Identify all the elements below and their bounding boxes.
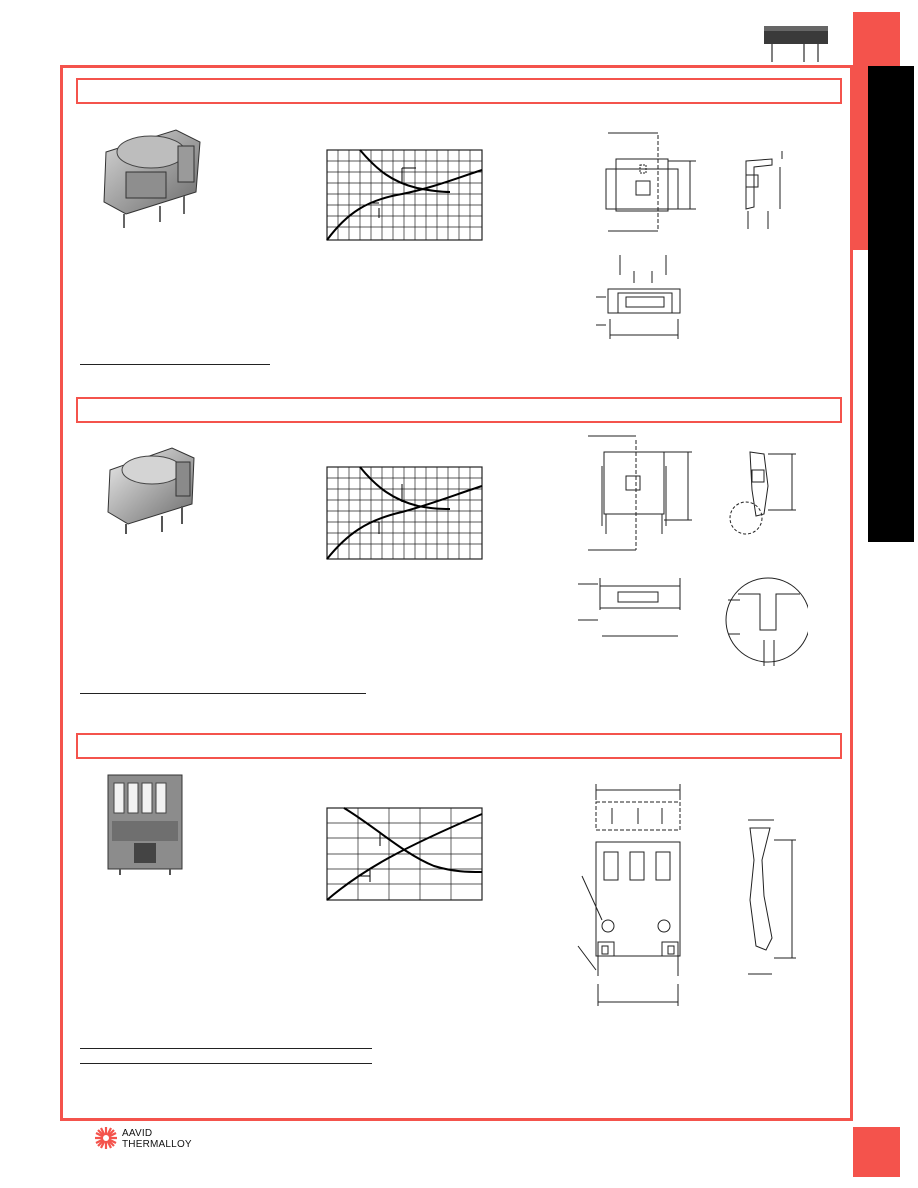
clip-product-photo-1 <box>96 122 208 232</box>
clip-product-photo-2 <box>102 440 202 536</box>
performance-graph-1 <box>322 148 487 243</box>
logo-line-2: THERMALLOY <box>122 1139 192 1150</box>
sunburst-logo-icon <box>94 1126 118 1150</box>
section-3-rule-a <box>80 1048 372 1049</box>
dimension-drawing-2 <box>568 430 808 680</box>
logo-text <box>122 1128 192 1150</box>
dimension-drawing-3 <box>568 780 808 1012</box>
section-1-rule <box>80 364 270 365</box>
section-2-rule <box>80 693 366 694</box>
performance-graph-3 <box>322 806 487 902</box>
performance-graph-2 <box>322 464 487 562</box>
clip-product-photo-3 <box>106 773 186 877</box>
section-header-bar-3 <box>76 733 842 759</box>
section-header-bar-1 <box>76 78 842 104</box>
section-header-bar-2 <box>76 397 842 423</box>
corner-red-tab-bottom <box>853 1127 900 1177</box>
logo-line-1: AAVID <box>122 1128 153 1139</box>
dimension-drawing-1 <box>596 125 808 345</box>
section-3-rule-b <box>80 1063 372 1064</box>
side-black-index-tab <box>868 66 914 542</box>
component-thumbnail-icon <box>760 22 832 64</box>
aavid-thermalloy-logo <box>94 1126 204 1156</box>
